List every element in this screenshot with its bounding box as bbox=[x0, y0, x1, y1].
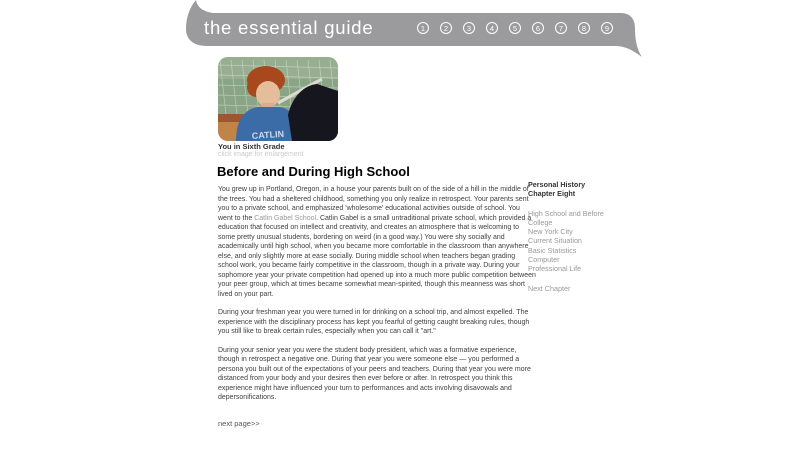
sidebar-link-computer[interactable]: Computer bbox=[528, 255, 560, 265]
sixth-grade-photo[interactable] bbox=[218, 57, 338, 141]
paragraph-1-text-after: . Catlin Gabel is a small untraditional private school, which provided a education that focused on intellect and creativity, and creates an atmosphere that is welcoming to some pretty unusual students, bordering on weird (in a good way.) You were shy socially and academically until high school, when you became more comfortable in the classroom than anywhere else, and only slightly more at ease socially. During middle school when teachers began grading school work, you became fairly competitive in the classroom, though in a private way. During your sophomore year your private competition had opened up into a much more public competition between your peer group, which at times became somewhat mean-spirited, though this meanness was short lived on your part. bbox=[218, 214, 536, 298]
sidebar-next-chapter-link[interactable]: Next Chapter bbox=[528, 283, 571, 293]
sidebar-spacer bbox=[528, 199, 648, 209]
article-body bbox=[218, 185, 536, 428]
site-title: the essential guide bbox=[204, 17, 374, 38]
paragraph-1 bbox=[218, 185, 536, 299]
paragraph-1-text-before: You grew up in Portland, Oregon, in a house your parents built on of the side of a hill in the middle of the trees. You had a sheltered childhood, something you only realize in retrospect. Your parents sent you to a private school, and emphasized 'wholesome' educational activities outside of school. You went to the bbox=[218, 186, 529, 222]
sidebar-title: Personal History bbox=[528, 180, 586, 189]
chapter-7-button[interactable]: 7 bbox=[555, 22, 567, 34]
chapter-3-button[interactable]: 3 bbox=[463, 22, 475, 34]
page-title: Before and During High School bbox=[217, 164, 410, 179]
shirt-text: CATLIN bbox=[251, 128, 285, 141]
chapter-9-button[interactable]: 9 bbox=[601, 22, 613, 34]
sidebar-chapter: Chapter Eight bbox=[528, 189, 576, 199]
catlin-gabel-link[interactable]: Catlin Gabel School bbox=[254, 214, 317, 222]
sidebar-links bbox=[528, 209, 648, 274]
chapter-4-button[interactable]: 4 bbox=[486, 22, 498, 34]
paragraph-3: During your senior year you were the student body president, which was a formative experience, though in retrospect a negative one. During that year you were someone else — you performed a persona you built out of the expectations of your peers and teachers. During that year you were more distanced from your body and your desires then ever before or after. In retrospect you think this experience might have influenced your turn to performances and acts involving disavowals and depersonifications. bbox=[218, 346, 531, 401]
sidebar-link-basic-statistics[interactable]: Basic Statistics bbox=[528, 245, 577, 255]
chapter-8-button[interactable]: 8 bbox=[578, 22, 590, 34]
sidebar-link-new-york-city[interactable]: New York City bbox=[528, 227, 573, 237]
paragraph-2: During your freshman year you were turned in for drinking on a school trip, and almost expelled. The experience with the disciplinary process has kept you fearful of getting caught breaking rules, though you still like to break certain rules, especially when you can call it "art." bbox=[218, 309, 530, 335]
next-page-link[interactable]: next page>> bbox=[218, 418, 260, 428]
sidebar-link-current-situation[interactable]: Current Situation bbox=[528, 236, 582, 246]
sidebar bbox=[528, 180, 648, 293]
sidebar-link-high-school-and-before[interactable]: High School and Before bbox=[528, 208, 604, 218]
sidebar-link-professional-life[interactable]: Professional Life bbox=[528, 264, 582, 274]
photo-illustration bbox=[218, 57, 338, 141]
chapter-5-button[interactable]: 5 bbox=[509, 22, 521, 34]
photo-caption: You in Sixth Grade bbox=[218, 142, 285, 151]
chapter-1-button[interactable]: 1 bbox=[417, 22, 429, 34]
sidebar-link-college[interactable]: College bbox=[528, 217, 553, 227]
chapter-2-button[interactable]: 2 bbox=[440, 22, 452, 34]
chapter-6-button[interactable]: 6 bbox=[532, 22, 544, 34]
photo-subcaption: click image for enlargement bbox=[218, 151, 304, 158]
chapter-nav bbox=[417, 22, 613, 34]
